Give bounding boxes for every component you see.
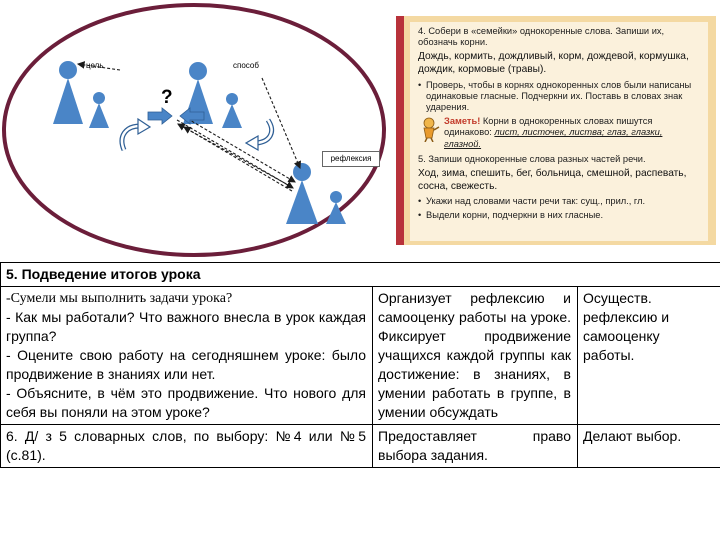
homework-student-cell: Делают выбор. (578, 425, 720, 468)
pointing-character-icon (418, 116, 440, 142)
section-title: 5. Подведение итогов урока (1, 263, 720, 287)
table-header-row (1, 263, 720, 287)
task-5-bullet-1: • Укажи над словами части речи так: сущ., прил., гл. (418, 196, 702, 207)
homework-teacher-cell: Предоставляет право выбора задания. (373, 425, 578, 468)
task-4-text: 4. Собери в «семейки» однокоренные слова. Запиши их, обозначь корни. (418, 26, 665, 48)
question-3: - Оцените свою работу на сегодняшнем уроке: было продвижение в знаниях или нет. (6, 347, 366, 382)
textbook-page-inner (410, 22, 708, 241)
table-row (1, 287, 720, 425)
student-activity-cell: Осуществ. рефлексию и самооценку работы. (578, 287, 720, 425)
question-2: - Как мы работали? Что важного внесла в урок каждая группа? (6, 309, 366, 344)
task-5-text: 5. Запиши однокоренные слова разных частей речи. (418, 153, 646, 164)
diagram-canvas (0, 0, 390, 262)
task-5-words: Ход, зима, спешить, бег, больница, смешной, распевать, сосна, свежесть. (418, 168, 687, 192)
note-block (418, 116, 702, 150)
note-body: Корни в однокоренных словах пишутся одинаково: (444, 116, 653, 138)
task-5-bullet-2: • Выдели корни, подчеркни в них гласные. (418, 210, 702, 221)
question-mark: ? (161, 87, 173, 108)
question-1: -Сумели мы выполнить задачи урока? (6, 291, 233, 306)
label-reflection: рефлексия (322, 151, 380, 167)
label-method: способ (233, 61, 259, 70)
lesson-table (0, 262, 720, 468)
label-goal: цель (86, 61, 104, 70)
note-example: лист, листочек, листва; глаз, глазки, глазной. (444, 127, 663, 149)
task-4-words: Дождь, кормить, дождливый, корм, дождевой, кормушка, дождик, кормовые (травы). (418, 51, 689, 75)
reflection-diagram (0, 0, 390, 262)
task-4-check: • Проверь, чтобы в корнях однокоренных слов были написаны одинаковые гласные. Подчеркни их. Поставь в словах знак ударения. (418, 80, 702, 114)
textbook-page (396, 16, 716, 245)
question-4: - Объясните, в чём это продвижение. Что нового для себя вы поняли на этом уроке? (6, 385, 366, 420)
homework-cell: 6. Д/ з 5 словарных слов, по выбору: №4 или №5 (с.81). (1, 425, 373, 468)
table-row (1, 425, 720, 468)
questions-cell (1, 287, 373, 425)
note-title: Заметь! (444, 116, 481, 127)
note-text (444, 116, 702, 150)
diagram-ellipse (4, 5, 384, 255)
teacher-activity-cell: Организует рефлексию и самооценку работы на уроке. Фиксирует продвижение учащихся каждой группы как достижение: в знаниях, в умении работать в группе, в умении обсуждать (373, 287, 578, 425)
